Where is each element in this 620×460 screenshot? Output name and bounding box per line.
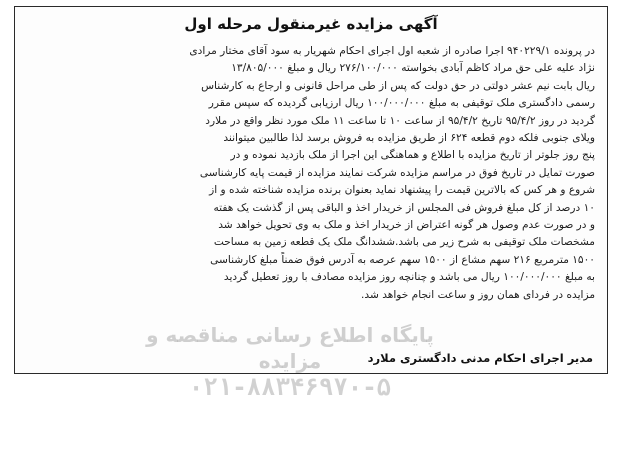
notice-line: ۱۵۰۰ مترمربع ۲۱۶ سهم مشاع از ۱۵۰۰ سهم عرصه به آدرس فوق ضمناً مبلغ کارشناسی xyxy=(210,253,595,266)
notice-line: نژاد علیه علی حق مراد کاظم آبادی بخواسته ۲۷۶/۱۰۰/۰۰۰ ریال و مبلغ ۱۳/۸۰۵/۰۰۰ xyxy=(231,62,595,75)
notice-body xyxy=(27,43,595,304)
notice-line: ریال بابت نیم عشر دولتی در حق دولت که پس از طی مراحل قانونی و ارجاع به کارشناس xyxy=(201,79,595,92)
notice-line: و در صورت عدم وصول هر گونه اعتراض از خریدار اخذ و ملک به وی تحویل خواهد شد xyxy=(218,219,595,232)
notice-line: شروع و هر کس که بالاترین قیمت را پیشنهاد نماید بعنوان برنده مزایده شناخته شده و از xyxy=(209,184,595,197)
notice-line: گردید در روز ۹۵/۴/۲ تاریخ ۹۵/۴/۲ از ساعت ۱۰ تا ساعت ۱۱ ملک مورد نظر واقع در ملارد xyxy=(205,114,595,127)
signature: مدیر اجرای احکام مدنی دادگستری ملارد xyxy=(367,351,593,365)
notice-box xyxy=(14,6,608,374)
notice-line: به مبلغ ۱۰۰/۰۰۰/۰۰۰ ریال می باشد و چنانچه روز مزایده مصادف با روز تعطیل گردید xyxy=(223,271,595,284)
notice-line: در پرونده ۹۴۰۲۲۹/۱ اجرا صادره از شعبه اول اجرای احکام شهریار به سود آقای مختار مرادی xyxy=(189,45,595,57)
watermark-phone: ۰۲۱-۸۸۳۴۶۹۷۰-۵ xyxy=(188,373,392,401)
notice-line: ویلای جنوبی فلکه دوم قطعه ۶۲۴ از طریق مزایده به فروش برسد لذا طالبین میتوانند xyxy=(223,132,595,145)
notice-line: پنج روز جلوتر از تاریخ مزایده با اطلاع و هماهنگی این اجرا از ملک بازدید نموده و در xyxy=(230,149,595,162)
notice-line: صورت تمایل در تاریخ فوق در مراسم مزایده شرکت نمایند مزایده از قیمت پایه کارشناسی xyxy=(199,166,595,179)
notice-title: آگهی مزایده غیرمنقول مرحله اول xyxy=(184,15,438,33)
notice-line: رسمی دادگستری ملک توقیفی به مبلغ ۱۰۰/۰۰۰/۰۰۰ ریال ارزیابی گردیده که سپس مقرر xyxy=(208,97,595,110)
notice-line: مزایده در فردای همان روز و ساعت انجام خواهد شد. xyxy=(361,288,595,301)
notice-line: ۱۰ درصد از کل مبلغ فروش فی المجلس از خریدار اخذ و الباقی پس از گذشت یک هفته xyxy=(213,201,595,214)
watermark-text: پایگاه اطلاع رسانی مناقصه و مزایده xyxy=(146,323,434,373)
notice-line: مشخصات ملک توقیفی به شرح زیر می باشد.ششدانگ ملک یک قطعه زمین به مساحت xyxy=(213,236,595,249)
